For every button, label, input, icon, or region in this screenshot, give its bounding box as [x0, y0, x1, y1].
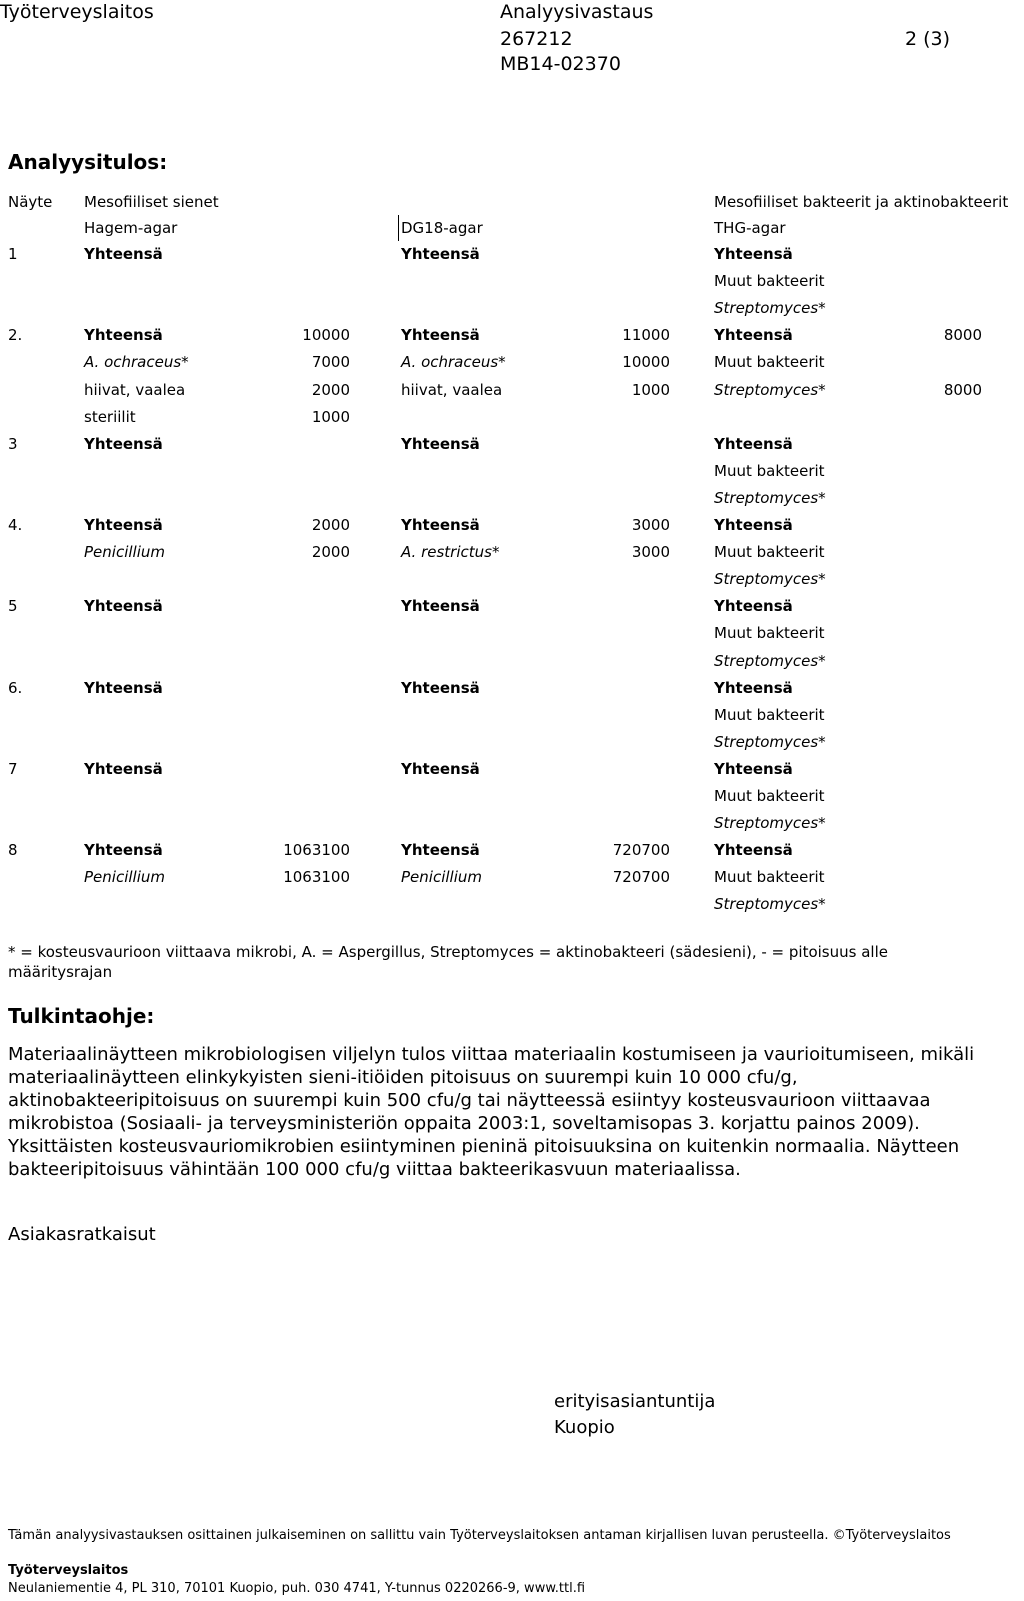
sample-id-cell: 1: [8, 245, 18, 263]
fungi-dg18-count-cell: 11000: [622, 326, 670, 344]
fungi-hagem-count-cell: 2000: [311, 543, 350, 561]
page-number: 2 (3): [905, 28, 951, 50]
fungi-dg18-cell: Yhteensä: [401, 679, 480, 697]
bacteria-thg-cell: Muut bakteerit: [714, 272, 825, 290]
bacteria-thg-count-cell: 8000: [943, 381, 982, 399]
fungi-dg18-cell: A. ochraceus*: [401, 353, 506, 371]
fungi-dg18-cell: Yhteensä: [401, 516, 480, 534]
fungi-hagem-cell: Yhteensä: [84, 516, 163, 534]
guidance-line: Yksittäisten kosteusvauriomikrobien esiintyminen pieninä pitoisuuksina on kuitenkin normaalia. Näytteen: [8, 1136, 960, 1157]
sample-id-cell: 8: [8, 841, 18, 859]
fungi-hagem-count-cell: 10000: [302, 326, 350, 344]
fungi-hagem-cell: steriilit: [84, 408, 136, 426]
fungi-hagem-count-cell: 1000: [311, 408, 350, 426]
footer-org: Työterveyslaitos: [8, 1563, 129, 1578]
bacteria-thg-cell: Muut bakteerit: [714, 868, 825, 886]
sample-id-cell: 7: [8, 760, 18, 778]
fungi-dg18-count-cell: 1000: [631, 381, 670, 399]
fungi-dg18-count-cell: 720700: [612, 868, 670, 886]
fungi-hagem-cell: Yhteensä: [84, 679, 163, 697]
col-header-fungi: Mesofiiliset sienet: [84, 193, 219, 211]
fungi-hagem-cell: Penicillium: [84, 543, 165, 561]
fungi-hagem-count-cell: 2000: [311, 516, 350, 534]
signer-title: erityisasiantuntija: [554, 1391, 716, 1412]
fungi-dg18-cell: hiivat, vaalea: [401, 381, 503, 399]
results-heading: Analyysitulos:: [8, 150, 168, 174]
fungi-hagem-count-cell: 2000: [311, 381, 350, 399]
guidance-line: aktinobakteeripitoisuus on suurempi kuin 500 cfu/g tai näytteessä esiintyy kosteusvaurioon viittaavaa: [8, 1090, 931, 1111]
bacteria-thg-cell: Streptomyces*: [714, 489, 826, 507]
document-number: 267212: [500, 28, 573, 50]
media-thg-agar: THG-agar: [714, 219, 786, 237]
bacteria-thg-cell: Streptomyces*: [714, 570, 826, 588]
fungi-hagem-cell: hiivat, vaalea: [84, 381, 186, 399]
publication-notice: Tämän analyysivastauksen osittainen julkaiseminen on sallittu vain Työterveyslaitoksen antaman kirjallisen luvan perusteella. ©Työterveyslaitos: [8, 1528, 951, 1543]
bacteria-thg-cell: Streptomyces*: [714, 299, 826, 317]
fungi-dg18-cell: Yhteensä: [401, 326, 480, 344]
guidance-heading: Tulkintaohje:: [8, 1004, 155, 1028]
media-hagem-agar: Hagem-agar: [84, 219, 178, 237]
fungi-hagem-cell: Yhteensä: [84, 841, 163, 859]
fungi-dg18-cell: Penicillium: [401, 868, 482, 886]
sample-id-cell: 3: [8, 435, 18, 453]
fungi-dg18-cell: Yhteensä: [401, 597, 480, 615]
col-header-sample: Näyte: [8, 193, 53, 211]
guidance-line: bakteeripitoisuus vähintään 100 000 cfu/g viittaa bakteerikasvuun materiaalissa.: [8, 1159, 741, 1180]
bacteria-thg-cell: Streptomyces*: [714, 733, 826, 751]
fungi-dg18-cell: A. restrictus*: [401, 543, 500, 561]
fungi-dg18-count-cell: 10000: [622, 353, 670, 371]
fungi-hagem-cell: Yhteensä: [84, 597, 163, 615]
bacteria-thg-cell: Muut bakteerit: [714, 543, 825, 561]
legend-line-2: määritysrajan: [8, 963, 113, 981]
fungi-dg18-cell: Yhteensä: [401, 760, 480, 778]
bacteria-thg-cell: Yhteensä: [714, 435, 793, 453]
guidance-line: mikrobistoa (Sosiaali- ja terveysministeriön oppaita 2003:1, soveltamisopas 3. korjattu painos 2009).: [8, 1113, 920, 1134]
fungi-dg18-cell: Yhteensä: [401, 435, 480, 453]
col-header-bacteria: Mesofiiliset bakteerit ja aktinobakteerit: [714, 193, 1009, 211]
bacteria-thg-cell: Streptomyces*: [714, 814, 826, 832]
bacteria-thg-cell: Streptomyces*: [714, 895, 826, 913]
guidance-line: Materiaalinäytteen mikrobiologisen viljelyn tulos viittaa materiaalin kostumiseen ja vaurioitumiseen, mikäli: [8, 1044, 975, 1065]
fungi-dg18-cell: Yhteensä: [401, 245, 480, 263]
fungi-hagem-cell: Yhteensä: [84, 326, 163, 344]
media-dg18-agar: DG18-agar: [401, 219, 483, 237]
fungi-dg18-count-cell: 3000: [631, 516, 670, 534]
signer-city: Kuopio: [554, 1417, 615, 1438]
fungi-hagem-count-cell: 7000: [311, 353, 350, 371]
fungi-hagem-cell: Yhteensä: [84, 435, 163, 453]
fungi-hagem-count-cell: 1063100: [283, 868, 350, 886]
bacteria-thg-cell: Yhteensä: [714, 326, 793, 344]
guidance-line: materiaalinäytteen elinkykyisten sieni-itiöiden pitoisuus on suurempi kuin 10 000 cfu/g,: [8, 1067, 798, 1088]
fungi-dg18-count-cell: 720700: [612, 841, 670, 859]
bacteria-thg-cell: Yhteensä: [714, 597, 793, 615]
fungi-hagem-cell: Yhteensä: [84, 245, 163, 263]
bacteria-thg-cell: Streptomyces*: [714, 381, 826, 399]
bacteria-thg-cell: Yhteensä: [714, 760, 793, 778]
legend-line-1: * = kosteusvaurioon viittaava mikrobi, A. = Aspergillus, Streptomyces = aktinobakteeri (sädesieni), - = pitoisuus alle: [8, 943, 888, 961]
sample-id-cell: 6.: [8, 679, 23, 697]
document-type: Analyysivastaus: [500, 1, 654, 23]
bacteria-thg-cell: Muut bakteerit: [714, 353, 825, 371]
bacteria-thg-cell: Yhteensä: [714, 516, 793, 534]
fungi-hagem-cell: A. ochraceus*: [84, 353, 189, 371]
bacteria-thg-cell: Muut bakteerit: [714, 787, 825, 805]
fungi-hagem-cell: Yhteensä: [84, 760, 163, 778]
bacteria-thg-cell: Muut bakteerit: [714, 462, 825, 480]
bacteria-thg-cell: Yhteensä: [714, 679, 793, 697]
fungi-dg18-count-cell: 3000: [631, 543, 670, 561]
bacteria-thg-cell: Yhteensä: [714, 245, 793, 263]
unit-name: Asiakasratkaisut: [8, 1224, 156, 1245]
fungi-hagem-cell: Penicillium: [84, 868, 165, 886]
sample-id-cell: 4.: [8, 516, 23, 534]
org-name: Työterveyslaitos: [0, 1, 154, 23]
column-divider: [398, 215, 399, 241]
footer-address: Neulaniementie 4, PL 310, 70101 Kuopio, puh. 030 4741, Y-tunnus 0220266-9, www.ttl.fi: [8, 1581, 586, 1596]
bacteria-thg-count-cell: 8000: [943, 326, 982, 344]
bacteria-thg-cell: Muut bakteerit: [714, 624, 825, 642]
sample-batch-id: MB14-02370: [500, 53, 621, 75]
fungi-dg18-cell: Yhteensä: [401, 841, 480, 859]
bacteria-thg-cell: Muut bakteerit: [714, 706, 825, 724]
sample-id-cell: 2.: [8, 326, 23, 344]
fungi-hagem-count-cell: 1063100: [283, 841, 350, 859]
bacteria-thg-cell: Yhteensä: [714, 841, 793, 859]
bacteria-thg-cell: Streptomyces*: [714, 652, 826, 670]
sample-id-cell: 5: [8, 597, 18, 615]
